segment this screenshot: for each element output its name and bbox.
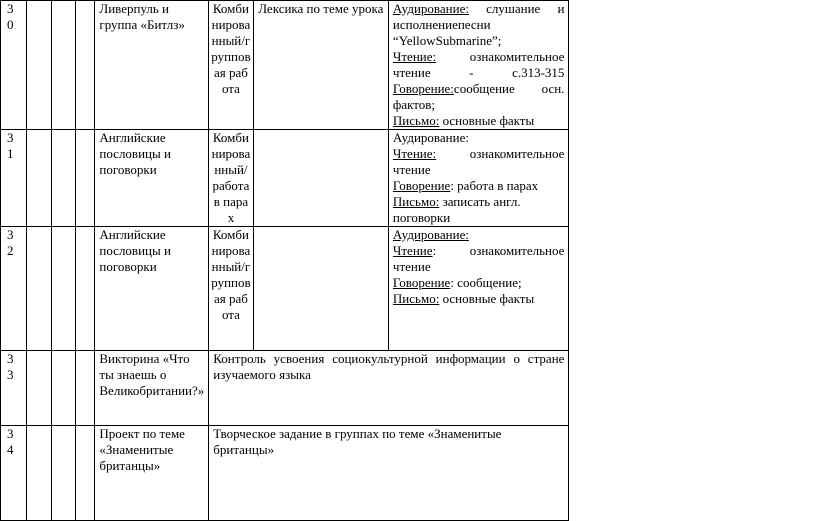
empty-cell <box>27 426 52 521</box>
lesson-type: Комбинированный/работа в парах <box>209 130 253 227</box>
lesson-number: 33 <box>1 351 27 426</box>
empty-cell <box>76 130 95 227</box>
empty-cell <box>51 130 76 227</box>
lesson-topic: Английские пословицы и поговорки <box>95 227 209 351</box>
activity-listening: Аудирование: слушание и исполнениепесни “YellowSubmarine”; <box>392 1 565 48</box>
lesson-type: Комбинированный/групповая работа <box>209 227 253 351</box>
empty-cell <box>51 1 76 130</box>
merged-description: Контроль усвоения социокультурной информации о стране изучаемого языка <box>209 351 569 426</box>
activity-listening: Аудирование: <box>392 130 469 145</box>
lesson-number: 30 <box>1 1 27 130</box>
empty-cell <box>27 130 52 227</box>
activity-listening: Аудирование: <box>392 227 469 242</box>
activity-reading: Чтение: ознакомительное чтение <box>392 146 565 177</box>
table-row <box>1 351 816 426</box>
empty-cell <box>569 351 816 426</box>
empty-cell <box>76 227 95 351</box>
activity-speaking: Говорение: работа в парах <box>392 178 539 193</box>
lesson-activities <box>388 1 569 130</box>
activity-reading: Чтение: ознакомительное чтение <box>392 243 565 274</box>
table-row <box>1 227 816 351</box>
lesson-vocabulary <box>253 227 388 351</box>
table-row <box>1 426 816 521</box>
lesson-topic: Ливерпуль и группа «Битлз» <box>95 1 209 130</box>
lesson-number: 32 <box>1 227 27 351</box>
lesson-number: 31 <box>1 130 27 227</box>
empty-cell <box>51 426 76 521</box>
empty-cell <box>76 426 95 521</box>
lesson-activities <box>388 130 569 227</box>
lesson-number: 34 <box>1 426 27 521</box>
activity-writing: Письмо: основные факты <box>392 113 535 128</box>
empty-cell <box>27 1 52 130</box>
lesson-vocabulary: Лексика по теме урока <box>253 1 388 130</box>
empty-cell <box>569 426 816 521</box>
empty-cell <box>569 227 816 351</box>
empty-cell <box>51 227 76 351</box>
empty-cell <box>27 351 52 426</box>
empty-cell <box>569 1 816 130</box>
merged-description: Творческое задание в группах по теме «Знаменитые британцы» <box>209 426 569 521</box>
lesson-activities <box>388 227 569 351</box>
lesson-vocabulary <box>253 130 388 227</box>
empty-cell <box>76 1 95 130</box>
empty-cell <box>569 130 816 227</box>
lesson-topic: Английские пословицы и поговорки <box>95 130 209 227</box>
activity-speaking: Говорение: сообщение; <box>392 275 522 290</box>
empty-cell <box>51 351 76 426</box>
empty-cell <box>76 351 95 426</box>
activity-writing: Письмо: записать англ. поговорки <box>392 194 521 225</box>
table-row <box>1 1 816 130</box>
activity-reading: Чтение: ознакомительное чтение - с.313-315 <box>392 49 565 80</box>
lesson-topic: Викторина «Что ты знаешь о Великобритании?» <box>95 351 209 426</box>
activity-speaking: Говорение:сообщение осн. фактов; <box>392 81 565 112</box>
empty-cell <box>27 227 52 351</box>
activity-writing: Письмо: основные факты <box>392 291 535 306</box>
table-row <box>1 130 816 227</box>
lesson-type: Комбинированный/групповая работа <box>209 1 253 130</box>
lesson-topic: Проект по теме «Знаменитые британцы» <box>95 426 209 521</box>
